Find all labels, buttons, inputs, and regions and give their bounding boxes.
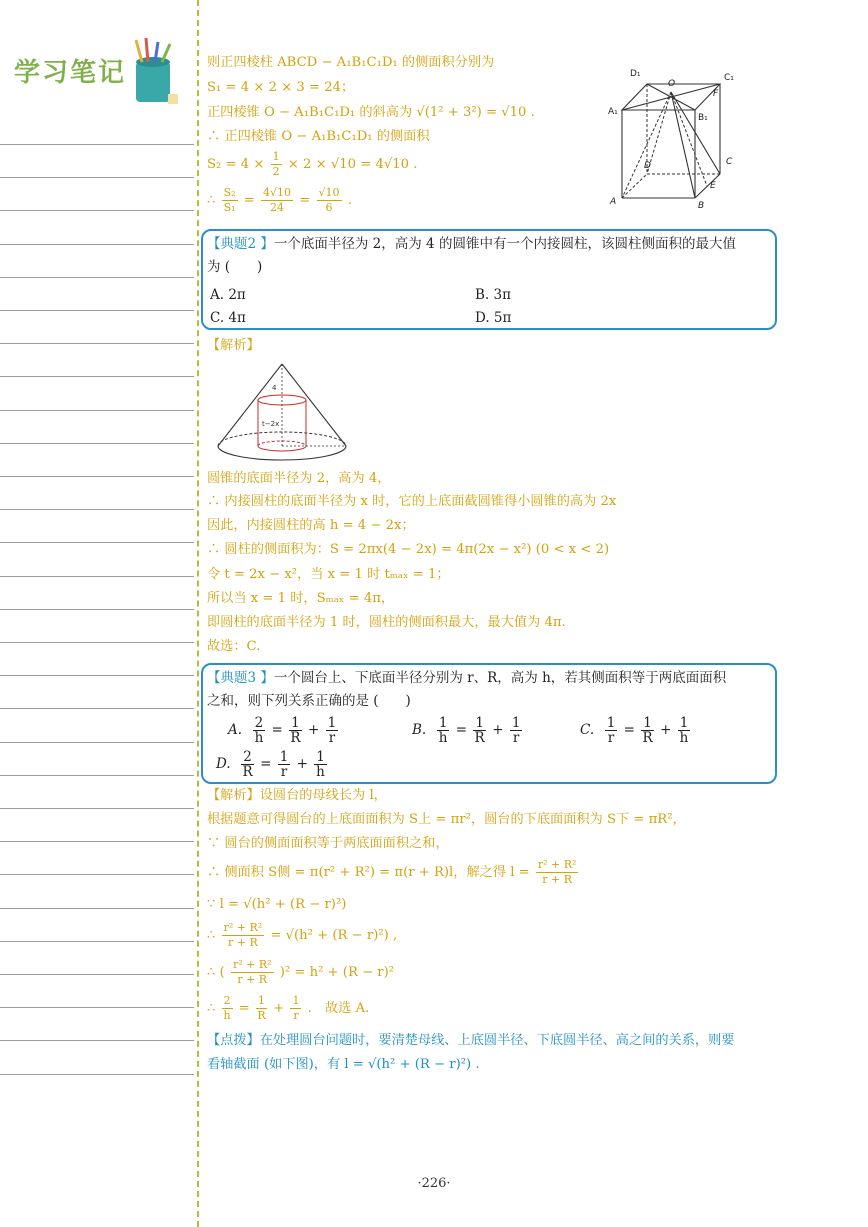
example3-option-a: A. $\frac{2}{h}$ = $\frac{1}{R}$ + $\frac{1}{r}$ [228,715,337,746]
tip-line2: 看轴截面 (如下图)，有 l = √(h² + (R − r)²) . [207,1057,480,1072]
note-rule [0,675,194,676]
svg-text:O: O [668,79,676,89]
sol1-line3: 正四棱锥 O − A₁B₁C₁D₁ 的斜高为 √(1² + 3²) = √10 . [207,105,535,120]
example3-option-c: C. $\frac{1}{r}$ = $\frac{1}{R}$ + $\frac{1}{h}$ [580,715,689,746]
example3-line2: 之和，则下列关系正确的是 ( ) [207,693,411,709]
note-rule [0,874,194,875]
tip-line1: 【点拨】在处理圆台问题时，要清楚母线、上底圆半径、下底圆半径、高之间的关系，则要 [207,1033,735,1048]
example2-option-b: B. 3π [475,287,511,303]
sol2-line7: 即圆柱的底面半径为 1 时，圆柱的侧面积最大，最大值为 4π. [207,615,566,630]
sol3-line7: ∴ ( $\frac{\text{r² + R²}}{r + R}$ )² = h² + (R − r)² [207,958,395,986]
example2-option-d: D. 5π [475,310,512,326]
note-rule [0,1074,194,1075]
note-rule [0,244,194,245]
sol1-line5: S₂ = 4 × $\frac{1}{2}$ × 2 × √10 = 4√10 . [207,150,418,178]
sol1-line2: S₁ = 4 × 2 × 3 = 24； [207,80,355,95]
sol1-line1: 则正四棱柱 ABCD − A₁B₁C₁D₁ 的侧面积分别为 [207,55,495,70]
notes-title: 学习笔记 [14,58,127,88]
margin-divider [197,0,199,1227]
note-rule [0,609,194,610]
svg-text:B: B [698,201,705,211]
example2-line1: 【典题2 】一个底面半径为 2，高为 4 的圆锥中有一个内接圆柱，该圆柱侧面积的最大值 [207,236,736,252]
svg-text:C: C [726,157,733,167]
svg-text:D₁: D₁ [630,69,641,79]
prism-pyramid-figure [600,62,745,212]
example2-option-c: C. 4π [210,310,246,326]
sol3-line4: ∴ 侧面积 S侧 = π(r² + R²) = π(r + R)l，解之得 l = $\frac{\text{r² + R²}}{r + R}$ [207,858,577,886]
note-rule [0,775,194,776]
note-rule [0,642,194,643]
note-rule [0,476,194,477]
note-rule [0,908,194,909]
sol3-line2: 根据题意可得圆台的上底面面积为 S上 = πr²，圆台的下底面面积为 S下 = πR²， [207,812,686,827]
note-rule [0,941,194,942]
sol2-tag: 【解析】 [207,338,260,353]
svg-text:A₁: A₁ [608,107,618,117]
note-rule [0,443,194,444]
svg-text:E: E [710,181,716,191]
svg-text:C₁: C₁ [724,73,734,83]
note-rule [0,742,194,743]
note-rule [0,841,194,842]
note-rule [0,144,194,145]
note-rule [0,310,194,311]
note-rule [0,410,194,411]
sol2-line6: 所以当 x = 1 时，Sₘₐₓ = 4π， [207,591,395,606]
note-rule [0,177,194,178]
example2-option-a: A. 2π [210,287,246,303]
example3-option-d: D. $\frac{2}{R}$ = $\frac{1}{r}$ + $\frac{1}{h}$ [216,749,325,780]
svg-text:D: D [644,161,651,171]
sol3-line6: ∴ $\frac{\text{r² + R²}}{r + R}$ = √(h² + (R − r)²) , [207,921,398,949]
sol3-line1: 【解析】设圆台的母线长为 l， [207,788,387,803]
sol3-line8: ∴ $\frac{2}{h}$ = $\frac{1}{R}$ + $\frac{1}{r}$ . 故选 A. [207,994,370,1022]
sol2-line3: 因此，内接圆柱的高 h = 4 − 2x； [207,518,415,533]
sol1-line6: ∴ $\frac{\text{S₂}}{\text{S₁}}$ = $\frac{4√10}{24}$ = $\frac{√10}{6}$ . [207,186,352,214]
sol2-line5: 令 t = 2x − x²，当 x = 1 时 tₘₐₓ = 1； [207,567,450,582]
note-rule [0,210,194,211]
note-rule [0,376,194,377]
note-rule [0,1040,194,1041]
svg-text:4: 4 [272,384,277,392]
note-rule [0,277,194,278]
note-rule [0,509,194,510]
sol2-line4: ∴ 圆柱的侧面积为：S = 2πx(4 − 2x) = 4π(2x − x²) (0 < x < 2) [207,542,610,557]
example3-line1: 【典题3 】一个圆台上、下底面半径分别为 r、R，高为 h，若其侧面积等于两底面面积 [207,670,727,686]
sol1-line4: ∴ 正四棱锥 O − A₁B₁C₁D₁ 的侧面积 [207,129,430,144]
sol2-line2: ∴ 内接圆柱的底面半径为 x 时，它的上底面截圆锥得小圆锥的高为 2x [207,494,617,509]
sol2-line8: 故选：C. [207,639,261,654]
page-number: ·226· [417,1176,451,1191]
sol3-line5: ∵ l = √(h² + (R − r)²) [207,897,347,912]
note-rule [0,974,194,975]
sol2-line1: 圆锥的底面半径为 2，高为 4， [207,471,391,486]
cone-cylinder-figure [212,360,352,464]
pencil-cup-icon [128,36,180,108]
svg-text:A: A [610,197,617,207]
example3-option-b: B. $\frac{1}{h}$ = $\frac{1}{R}$ + $\frac{1}{r}$ [412,715,521,746]
svg-text:F: F [713,89,719,99]
note-rule [0,708,194,709]
note-rule [0,343,194,344]
example2-line2: 为 ( ) [207,259,263,275]
note-rule [0,576,194,577]
note-rule [0,542,194,543]
note-rule [0,1007,194,1008]
svg-text:B₁: B₁ [698,113,708,123]
svg-text:t−2x: t−2x [262,420,280,428]
note-rule [0,808,194,809]
sol3-line3: ∵ 圆台的侧面面积等于两底面面积之和， [207,836,449,851]
